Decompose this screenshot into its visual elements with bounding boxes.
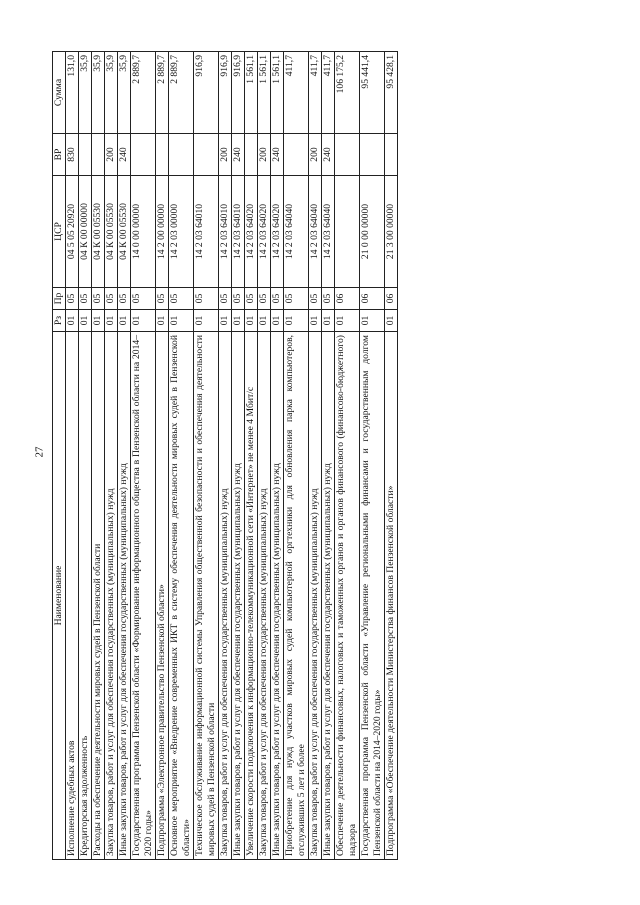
cell-pr: 06 (335, 288, 360, 310)
table-row (131, 52, 156, 860)
cell-name: Подпрограмма «Обеспечение деятельности Министерства финансов Пензенской области» (385, 332, 398, 860)
cell-pr: 05 (322, 288, 335, 310)
cell-csr: 14 2 03 64020 (271, 176, 284, 288)
header-row (53, 52, 66, 860)
cell-sum: 35,9 (92, 52, 105, 134)
cell-csr: 14 2 03 64040 (284, 176, 309, 288)
cell-vr: 200 (219, 134, 232, 176)
cell-csr: 14 2 03 64020 (245, 176, 258, 288)
cell-name: Государственная программа Пензенской области «Управление региональными финансами и государственным долгом Пензенской области на 2014–2020 годы» (360, 332, 385, 860)
page-number: 27 (33, 446, 46, 458)
header-vr: ВР (53, 134, 66, 176)
cell-vr (385, 134, 398, 176)
cell-name: Кредиторская задолженность (79, 332, 92, 860)
cell-sum: 411,7 (284, 52, 309, 134)
cell-pr: 06 (360, 288, 385, 310)
cell-name: Закупка товаров, работ и услуг для обеспечения государственных (муниципальных) нужд (309, 332, 322, 860)
cell-name: Закупка товаров, работ и услуг для обеспечения государственных (муниципальных) нужд (105, 332, 118, 860)
cell-rz: 01 (131, 310, 156, 332)
cell-name: Государственная программа Пензенской области «Формирование информационного общества в Пензенской области на 2014–2020 годы» (131, 332, 156, 860)
cell-sum: 1 561,1 (271, 52, 284, 134)
cell-pr: 05 (284, 288, 309, 310)
table-body (66, 52, 398, 860)
cell-name: Техническое обслуживание информационной системы Управления общественной безопасности и обеспечения деятельности мировых судей в Пензенской области (194, 332, 219, 860)
header-rz: Рз (53, 310, 66, 332)
table-row (169, 52, 194, 860)
cell-vr (169, 134, 194, 176)
header-sum: Сумма (53, 52, 66, 134)
table-row (385, 52, 398, 860)
header-csr: ЦСР (53, 176, 66, 288)
cell-name: Иные закупки товаров, работ и услуг для обеспечения государственных (муниципальных) нужд (232, 332, 245, 860)
table-row (194, 52, 219, 860)
header-name: Наименование (53, 332, 66, 860)
cell-vr: 240 (118, 134, 131, 176)
cell-sum: 106 175,2 (335, 52, 360, 134)
cell-pr: 05 (105, 288, 118, 310)
cell-pr: 05 (271, 288, 284, 310)
cell-sum: 35,9 (118, 52, 131, 134)
cell-rz: 01 (245, 310, 258, 332)
cell-sum: 131,0 (66, 52, 79, 134)
cell-rz: 01 (118, 310, 131, 332)
table-row (232, 52, 245, 860)
table-row (219, 52, 232, 860)
cell-vr (245, 134, 258, 176)
table-row (360, 52, 385, 860)
cell-sum: 916,9 (194, 52, 219, 134)
cell-name: Подпрограмма «Электронное правительство Пензенской области» (156, 332, 169, 860)
table-row (245, 52, 258, 860)
cell-vr: 830 (66, 134, 79, 176)
cell-pr: 05 (92, 288, 105, 310)
cell-vr: 240 (322, 134, 335, 176)
cell-pr: 05 (219, 288, 232, 310)
cell-rz: 01 (219, 310, 232, 332)
cell-pr: 06 (385, 288, 398, 310)
cell-csr: 14 2 03 64020 (258, 176, 271, 288)
cell-vr: 200 (258, 134, 271, 176)
cell-sum: 35,9 (79, 52, 92, 134)
cell-sum: 95 441,4 (360, 52, 385, 134)
cell-csr: 21 0 00 00000 (360, 176, 385, 288)
cell-rz: 01 (79, 310, 92, 332)
cell-csr: 04 К 00 05530 (105, 176, 118, 288)
cell-sum: 35,9 (105, 52, 118, 134)
cell-csr: 21 3 00 00000 (385, 176, 398, 288)
table-row (156, 52, 169, 860)
cell-vr (284, 134, 309, 176)
cell-name: Исполнение судебных актов (66, 332, 79, 860)
cell-pr: 05 (118, 288, 131, 310)
cell-sum: 2 889,7 (169, 52, 194, 134)
cell-pr: 05 (156, 288, 169, 310)
cell-vr (92, 134, 105, 176)
rotated-page-content (52, 52, 587, 860)
cell-sum: 2 889,7 (156, 52, 169, 134)
cell-csr: 14 2 03 00000 (169, 176, 194, 288)
cell-rz: 01 (284, 310, 309, 332)
cell-rz: 01 (66, 310, 79, 332)
cell-name: Иные закупки товаров, работ и услуг для обеспечения государственных (муниципальных) нужд (322, 332, 335, 860)
cell-pr: 05 (258, 288, 271, 310)
cell-sum: 916,9 (232, 52, 245, 134)
table-row (258, 52, 271, 860)
cell-pr: 05 (194, 288, 219, 310)
cell-rz: 01 (360, 310, 385, 332)
cell-vr (79, 134, 92, 176)
table-header (53, 52, 66, 860)
cell-name: Приобретение для нужд участков мировых судей компьютерной оргтехники для обновления парка компьютеров, отслуживших 5 лет и более (284, 332, 309, 860)
cell-csr: 14 2 03 64040 (322, 176, 335, 288)
cell-csr: 04 К 00 05530 (92, 176, 105, 288)
cell-name: Расходы на обеспечение деятельности мировых судей в Пензенской области (92, 332, 105, 860)
header-pr: Пр (53, 288, 66, 310)
cell-rz: 01 (92, 310, 105, 332)
cell-csr: 14 2 00 00000 (156, 176, 169, 288)
table-row (79, 52, 92, 860)
cell-name: Закупка товаров, работ и услуг для обеспечения государственных (муниципальных) нужд (258, 332, 271, 860)
cell-name: Основное мероприятие «Внедрение современных ИКТ в систему обеспечения деятельности мировых судей в Пензенской области» (169, 332, 194, 860)
cell-rz: 01 (105, 310, 118, 332)
table-row (284, 52, 309, 860)
cell-vr (194, 134, 219, 176)
cell-sum: 411,7 (322, 52, 335, 134)
cell-csr: 14 2 03 64010 (219, 176, 232, 288)
cell-rz: 01 (232, 310, 245, 332)
cell-pr: 05 (245, 288, 258, 310)
cell-csr: 04 К 00 05530 (118, 176, 131, 288)
table-row (66, 52, 79, 860)
cell-name: Иные закупки товаров, работ и услуг для обеспечения государственных (муниципальных) нужд (271, 332, 284, 860)
cell-rz: 01 (309, 310, 322, 332)
cell-pr: 05 (169, 288, 194, 310)
cell-csr: 14 0 00 00000 (131, 176, 156, 288)
cell-rz: 01 (322, 310, 335, 332)
cell-sum: 916,9 (219, 52, 232, 134)
table-row (335, 52, 360, 860)
table-row (92, 52, 105, 860)
cell-csr: 04 К 00 00000 (79, 176, 92, 288)
cell-vr: 240 (271, 134, 284, 176)
cell-csr: 14 2 03 64040 (309, 176, 322, 288)
cell-sum: 2 889,7 (131, 52, 156, 134)
cell-pr: 05 (309, 288, 322, 310)
table-row (271, 52, 284, 860)
cell-vr: 240 (232, 134, 245, 176)
cell-rz: 01 (169, 310, 194, 332)
cell-vr (335, 134, 360, 176)
cell-rz: 01 (335, 310, 360, 332)
cell-sum: 411,7 (309, 52, 322, 134)
cell-name: Иные закупки товаров, работ и услуг для обеспечения государственных (муниципальных) нужд (118, 332, 131, 860)
cell-sum: 1 561,1 (245, 52, 258, 134)
cell-rz: 01 (385, 310, 398, 332)
table-row (309, 52, 322, 860)
table-row (322, 52, 335, 860)
cell-pr: 05 (79, 288, 92, 310)
cell-vr: 200 (105, 134, 118, 176)
cell-rz: 01 (194, 310, 219, 332)
cell-name: Увеличение скорости подключения к информационно-телекоммуникационной сети «Интернет» не менее 4 Мбит/с (245, 332, 258, 860)
cell-sum: 95 428,1 (385, 52, 398, 134)
cell-csr: 04 5 05 20920 (66, 176, 79, 288)
cell-pr: 05 (232, 288, 245, 310)
cell-rz: 01 (258, 310, 271, 332)
cell-pr: 05 (131, 288, 156, 310)
cell-vr (360, 134, 385, 176)
cell-vr (156, 134, 169, 176)
cell-csr: 14 2 03 64010 (232, 176, 245, 288)
cell-sum: 1 561,1 (258, 52, 271, 134)
cell-name: Закупка товаров, работ и услуг для обеспечения государственных (муниципальных) нужд (219, 332, 232, 860)
table-row (105, 52, 118, 860)
cell-rz: 01 (156, 310, 169, 332)
cell-pr: 05 (66, 288, 79, 310)
cell-name: Обеспечение деятельности финансовых, налоговых и таможенных органов и органов финансового (финансово-бюджетного) надзора (335, 332, 360, 860)
cell-csr: 14 2 03 64010 (194, 176, 219, 288)
cell-vr (131, 134, 156, 176)
budget-table (52, 51, 398, 860)
cell-csr (335, 176, 360, 288)
cell-vr: 200 (309, 134, 322, 176)
table-row (118, 52, 131, 860)
cell-rz: 01 (271, 310, 284, 332)
